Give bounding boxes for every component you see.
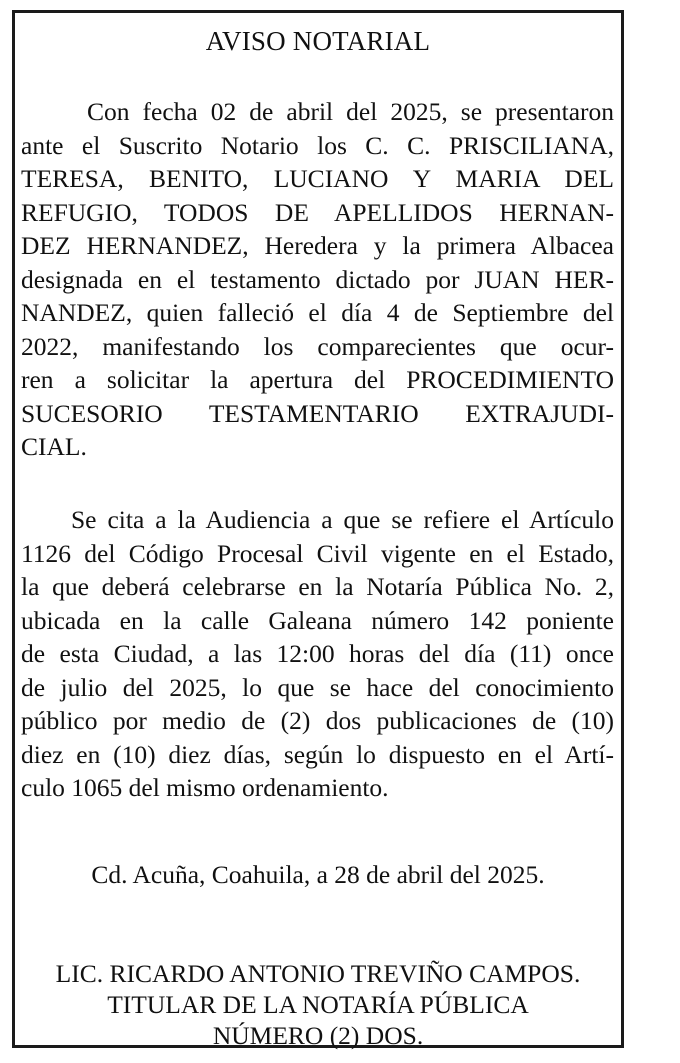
- notary-name: LIC. RICARDO ANTONIO TREVIÑO CAMPOS.: [55, 959, 581, 988]
- paragraph-line: de esta Ciudad, a las 12:00 horas del día (11) once: [21, 639, 614, 668]
- paragraph-line: ante el Suscrito Notario los C. C. PRISCILIANA,: [21, 130, 614, 160]
- paragraph-line: 2022, manifestando los comparecientes que ocur-: [21, 331, 614, 361]
- paragraph-line: NANDEZ, quien falleció el día 4 de Septiembre del: [21, 298, 614, 327]
- notary-title-line: NÚMERO (2) DOS.: [212, 1021, 424, 1050]
- paragraph-line: diez en (10) diez días, según lo dispuesto en el Artí-: [21, 739, 614, 769]
- notary-title-line: TITULAR DE LA NOTARÍA PÚBLICA: [107, 990, 529, 1019]
- notice-title: AVISO NOTARIAL: [205, 26, 431, 56]
- paragraph-line: ubicada en la calle Galeana número 142 poniente: [21, 605, 614, 635]
- paragraph-line: la que deberá celebrarse en la Notaría Pública No. 2,: [21, 572, 614, 601]
- place-and-date: Cd. Acuña, Coahuila, a 28 de abril del 2025.: [91, 860, 545, 889]
- paragraph-line: culo 1065 del mismo ordenamiento.: [21, 773, 389, 802]
- paragraph-line: REFUGIO, TODOS DE APELLIDOS HERNAN-: [21, 197, 614, 227]
- paragraph-line: DEZ HERNANDEZ, Heredera y la primera Albacea: [21, 231, 614, 260]
- paragraph-line: TERESA, BENITO, LUCIANO Y MARIA DEL: [21, 164, 614, 193]
- paragraph-line: designada en el testamento dictado por JUAN HER-: [21, 264, 614, 294]
- paragraph-line: Se cita a la Audiencia a que se refiere el Artículo: [71, 505, 614, 534]
- paragraph-line: SUCESORIO TESTAMENTARIO EXTRAJUDI-: [21, 398, 614, 428]
- paragraph-appearance: [21, 95, 614, 464]
- paragraph-line: 1126 del Código Procesal Civil vigente en el Estado,: [21, 538, 614, 568]
- paragraph-line: público por medio de (2) dos publicaciones de (10): [21, 706, 614, 735]
- paragraph-line: CIAL.: [21, 432, 87, 461]
- paragraph-line: ren a solicitar la apertura del PROCEDIMIENTO: [21, 365, 614, 394]
- paragraph-hearing: [21, 503, 614, 805]
- paragraph-line: Con fecha 02 de abril del 2025, se presentaron: [87, 97, 614, 126]
- notarial-notice: [12, 10, 624, 1048]
- signature-block: [15, 958, 621, 1051]
- paragraph-line: de julio del 2025, lo que se hace del conocimiento: [21, 672, 614, 702]
